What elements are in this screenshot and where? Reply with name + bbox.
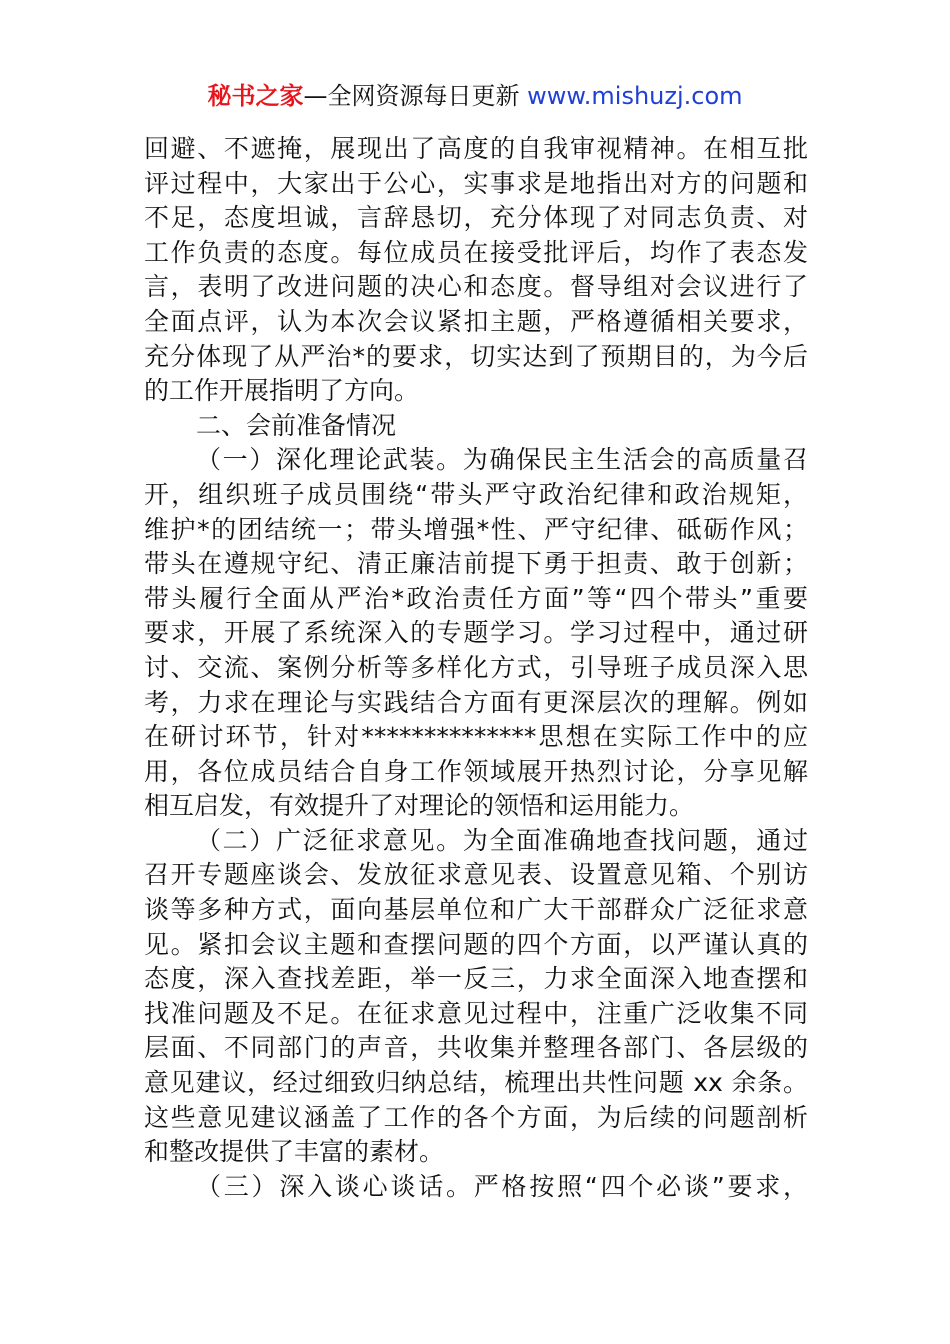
text-line: 评过程中，大家出于公心，实事求是地指出对方的问题和 xyxy=(144,168,808,198)
text-line: 召开专题座谈会、发放征求意见表、设置意见箱、个别访 xyxy=(144,860,808,890)
text-line: 言，表明了改进问题的决心和态度。督导组对会议进行了 xyxy=(144,272,808,302)
text-line: 考，力求在理论与实践结合方面有更深层次的理解。例如 xyxy=(144,687,808,717)
document-body xyxy=(144,132,808,1204)
site-header xyxy=(0,80,950,112)
text-line: 态度，深入查找差距，举一反三，力求全面深入地查摆和 xyxy=(144,964,808,994)
site-brand: 秘书之家 xyxy=(207,82,304,110)
text-line: 维护*的团结统一；带头增强*性、严守纪律、砥砺作风； xyxy=(144,514,808,544)
text-line: 充分体现了从严治*的要求，切实达到了预期目的，为今后 xyxy=(144,341,808,371)
text-line: 谈等多种方式，面向基层单位和广大干部群众广泛征求意 xyxy=(144,895,808,925)
text-line: 见。紧扣会议主题和查摆问题的四个方面，以严谨认真的 xyxy=(144,929,808,959)
text-line: 要求，开展了系统深入的专题学习。学习过程中，通过研 xyxy=(144,618,808,648)
text-line: 用，各位成员结合自身工作领域展开热烈讨论，分享见解 xyxy=(144,756,808,786)
text-line: 回避、不遮掩，展现出了高度的自我审视精神。在相互批 xyxy=(144,134,808,163)
text-line: 和整改提供了丰富的素材。 xyxy=(144,1137,445,1167)
text-line: 相互启发，有效提升了对理论的领悟和运用能力。 xyxy=(144,791,695,821)
paragraph-first-line: （三）深入谈心谈话。严格按照“四个必谈”要求， xyxy=(196,1171,808,1201)
site-url-link[interactable]: www.mishuzj.com xyxy=(527,82,743,110)
paragraph-first-line: （二）广泛征求意见。为全面准确地查找问题，通过 xyxy=(196,825,808,855)
text-line: 意见建议，经过细致归纳总结，梳理出共性问题 xx 余条。 xyxy=(144,1068,808,1098)
text-line: 全面点评，认为本次会议紧扣主题，严格遵循相关要求， xyxy=(144,306,808,336)
text-line: 这些意见建议涵盖了工作的各个方面，为后续的问题剖析 xyxy=(144,1102,808,1132)
text-line: 找准问题及不足。在征求意见过程中，注重广泛收集不同 xyxy=(144,998,808,1028)
text-line: 工作负责的态度。每位成员在接受批评后，均作了表态发 xyxy=(144,237,808,267)
text-line: 的工作开展指明了方向。 xyxy=(144,376,420,406)
text-line: 不足，态度坦诚，言辞恳切，充分体现了对同志负责、对 xyxy=(144,203,808,233)
text-line: 带头履行全面从严治*政治责任方面”等“四个带头”重要 xyxy=(144,583,808,613)
text-line: 讨、交流、案例分析等多样化方式，引导班子成员深入思 xyxy=(144,652,808,682)
text-line: 在研讨环节，针对**************思想在实际工作中的应 xyxy=(144,722,808,752)
text-line: 带头在遵规守纪、清正廉洁前提下勇于担责、敢于创新； xyxy=(144,549,808,579)
paragraph-first-line: （一）深化理论武装。为确保民主生活会的高质量召 xyxy=(196,445,808,475)
text-line: 开，组织班子成员围绕“带头严守政治纪律和政治规矩， xyxy=(144,479,808,509)
site-tagline: —全网资源每日更新 xyxy=(303,82,528,110)
section-heading: 二、会前准备情况 xyxy=(196,410,397,440)
text-line: 层面、不同部门的声音，共收集并整理各部门、各层级的 xyxy=(144,1033,808,1063)
